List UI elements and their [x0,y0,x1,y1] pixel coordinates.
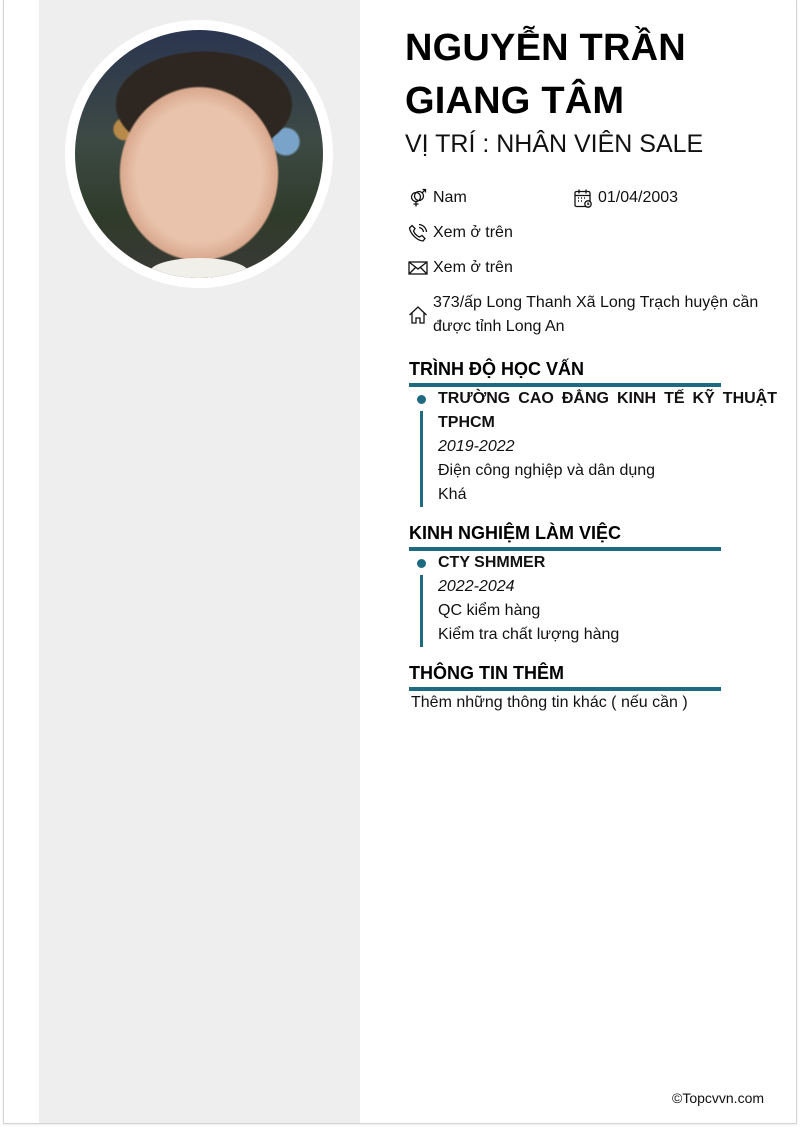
timeline-bar [420,575,423,647]
additional-info-text: Thêm những thông tin khác ( nếu cần ) [411,694,688,711]
school-name: TRƯỜNG CAO ĐẲNG KINH TẾ KỸ THUẬT TPHCM [438,390,777,431]
gender-icon [407,188,429,208]
education-section-title: TRÌNH ĐỘ HỌC VẤN [409,358,721,387]
education-grade: Khá [438,486,467,503]
candidate-name: NGUYỄN TRẦN GIANG TÂM [405,27,686,122]
address-value: 373/ấp Long Thanh Xã Long Trạch huyện cần được tỉnh Long An [433,294,759,335]
calendar-icon [572,188,594,208]
gender-value: Nam [433,189,467,206]
job-role: QC kiểm hàng [438,602,541,619]
job-description: Kiểm tra chất lượng hàng [438,626,620,643]
avatar [75,30,323,278]
job-position: VỊ TRÍ : NHÂN VIÊN SALE [405,130,704,158]
additional-section-title: THÔNG TIN THÊM [409,662,721,691]
company-name: CTY SHMMER [438,554,546,571]
gender-row [407,188,467,208]
address-row [407,291,773,339]
education-major: Điện công nghiệp và dân dụng [438,462,656,479]
phone-icon [407,223,429,243]
left-sidebar [39,0,360,1123]
home-icon [407,305,429,325]
experience-entry [409,551,777,647]
timeline-bar [420,411,423,507]
experience-date: 2022-2024 [438,578,515,595]
education-entry [409,387,777,507]
phone-row [407,223,513,243]
email-row [407,258,513,278]
phone-value: Xem ở trên [433,224,513,241]
mail-icon [407,258,429,278]
experience-section-title: KINH NGHIỆM LÀM VIỆC [409,522,721,551]
timeline-bullet [417,395,426,404]
copyright-footer: ©Topcvvn.com [672,1090,765,1106]
birthday-row [572,188,678,208]
education-date: 2019-2022 [438,438,515,455]
avatar-frame [65,20,333,288]
timeline-bullet [417,559,426,568]
birthday-value: 01/04/2003 [598,189,679,206]
email-value: Xem ở trên [433,259,513,276]
